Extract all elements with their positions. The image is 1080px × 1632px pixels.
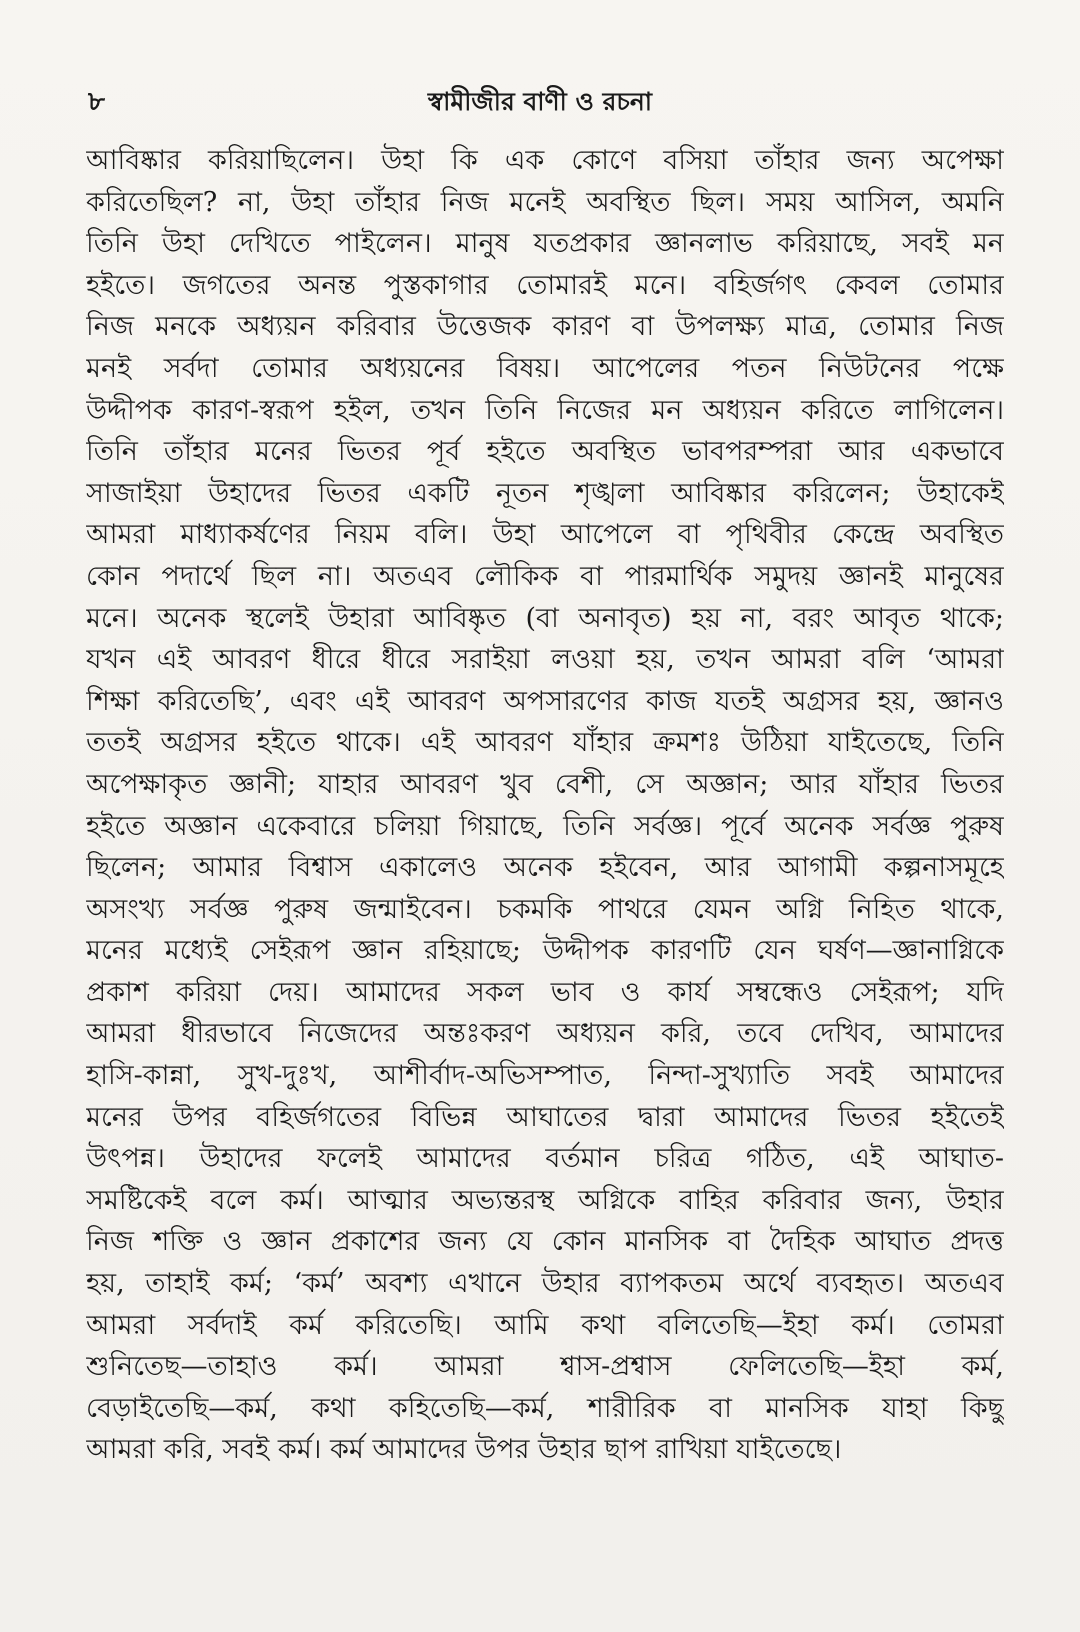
text-line: তিনি উহা দেখিতে পাইলেন। মানুষ যতপ্রকার জ্ঞানলাভ করিয়াছে, সবই মন [86,228,1004,260]
text-line: মনের মধ্যেই সেইরূপ জ্ঞান রহিয়াছে; উদ্দীপক কারণটি যেন ঘর্ষণ—জ্ঞানাগ্নিকে [86,935,1004,967]
text-line: হইতে। জগতের অনন্ত পুস্তকাগার তোমারই মনে। বহির্জগৎ কেবল তোমার [86,269,1004,301]
page-header [88,82,992,122]
text-line: প্রকাশ করিয়া দেয়। আমাদের সকল ভাব ও কার্য সম্বন্ধেও সেইরূপ; যদি [86,976,1004,1008]
text-line: যখন এই আবরণ ধীরে ধীরে সরাইয়া লওয়া হয়, তখন আমরা বলি ‘আমরা [86,644,1004,676]
text-line: নিজ মনকে অধ্যয়ন করিবার উত্তেজক কারণ বা উপলক্ষ্য মাত্র, তোমার নিজ [86,311,1004,343]
text-line: হাসি-কান্না, সুখ-দুঃখ, আশীর্বাদ-অভিসম্পাত, নিন্দা-সুখ্যাতি সবই আমাদের [86,1060,1004,1092]
text-line: উদ্দীপক কারণ-স্বরূপ হইল, তখন তিনি নিজের মন অধ্যয়ন করিতে লাগিলেন। [86,394,1004,426]
text-line: ততই অগ্রসর হইতে থাকে। এই আবরণ যাঁহার ক্রমশঃ উঠিয়া যাইতেছে, তিনি [86,727,1004,759]
text-line: উৎপন্ন। উহাদের ফলেই আমাদের বর্তমান চরিত্র গঠিত, এই আঘাত- [86,1143,1004,1175]
text-line: ছিলেন; আমার বিশ্বাস একালেও অনেক হইবেন, আর আগামী কল্পনাসমূহে [86,852,1004,884]
text-line: মনের উপর বহির্জগতের বিভিন্ন আঘাতের দ্বারা আমাদের ভিতর হইতেই [86,1101,1004,1133]
text-line: আমরা ধীরভাবে নিজেদের অন্তঃকরণ অধ্যয়ন করি, তবে দেখিব, আমাদের [86,1018,1004,1050]
text-line: শিক্ষা করিতেছি’, এবং এই আবরণ অপসারণের কাজ যতই অগ্রসর হয়, জ্ঞানও [86,685,1004,717]
text-line: অসংখ্য সর্বজ্ঞ পুরুষ জন্মাইবেন। চকমকি পাথরে যেমন অগ্নি নিহিত থাকে, [86,893,1004,925]
text-line: শুনিতেছ—তাহাও কর্ম। আমরা শ্বাস-প্রশ্বাস ফেলিতেছি—ইহা কর্ম, [86,1351,1004,1383]
text-line: করিতেছিল? না, উহা তাঁহার নিজ মনেই অবস্থিত ছিল। সময় আসিল, অমনি [86,186,1004,218]
text-line: আমরা করি, সবই কর্ম। কর্ম আমাদের উপর উহার ছাপ রাখিয়া যাইতেছে। [86,1434,842,1466]
text-line: কোন পদার্থে ছিল না। অতএব লৌকিক বা পারমার্থিক সমুদয় জ্ঞানই মানুষের [86,560,1004,592]
page-number: ৮ [88,87,105,117]
text-line: মনে। অনেক স্থলেই উহারা আবিষ্কৃত (বা অনাবৃত) হয় না, বরং আবৃত থাকে; [86,602,1004,634]
text-line: আবিষ্কার করিয়াছিলেন। উহা কি এক কোণে বসিয়া তাঁহার জন্য অপেক্ষা [86,145,1004,176]
text-line: হইতে অজ্ঞান একেবারে চলিয়া গিয়াছে, তিনি সর্বজ্ঞ। পূর্বে অনেক সর্বজ্ঞ পুরুষ [86,810,1004,842]
text-line: আমরা মাধ্যাকর্ষণের নিয়ম বলি। উহা আপেলে বা পৃথিবীর কেন্দ্রে অবস্থিত [86,519,1004,551]
text-line: সাজাইয়া উহাদের ভিতর একটি নূতন শৃঙ্খলা আবিষ্কার করিলেন; উহাকেই [86,477,1004,509]
text-line: সমষ্টিকেই বলে কর্ম। আত্মার অভ্যন্তরস্থ অগ্নিকে বাহির করিবার জন্য, উহার [86,1184,1004,1216]
body-text [86,140,1004,1471]
text-line: তিনি তাঁহার মনের ভিতর পূর্ব হইতে অবস্থিত ভাবপরম্পরা আর একভাবে [86,436,1004,468]
text-line: আমরা সর্বদাই কর্ম করিতেছি। আমি কথা বলিতেছি—ইহা কর্ম। তোমরা [86,1309,1004,1341]
text-line: হয়, তাহাই কর্ম; ‘কর্ম’ অবশ্য এখানে উহার ব্যাপকতম অর্থে ব্যবহৃত। অতএব [86,1268,1004,1300]
text-line: নিজ শক্তি ও জ্ঞান প্রকাশের জন্য যে কোন মানসিক বা দৈহিক আঘাত প্রদত্ত [86,1226,1004,1258]
running-title: স্বামীজীর বাণী ও রচনা [427,87,653,116]
text-line: মনই সর্বদা তোমার অধ্যয়নের বিষয়। আপেলের পতন নিউটনের পক্ষে [86,352,1004,384]
text-line: অপেক্ষাকৃত জ্ঞানী; যাহার আবরণ খুব বেশী, সে অজ্ঞান; আর যাঁহার ভিতর [86,768,1004,800]
text-line: বেড়াইতেছি—কর্ম, কথা কহিতেছি—কর্ম, শারীরিক বা মানসিক যাহা কিছু [86,1392,1004,1424]
